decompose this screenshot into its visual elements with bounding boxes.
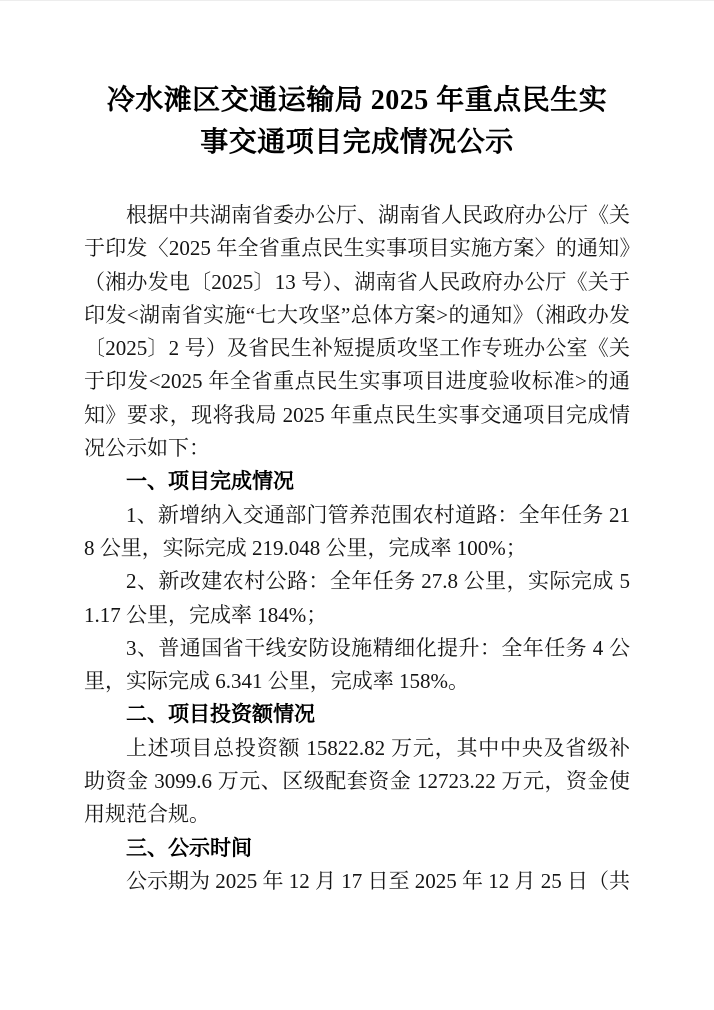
section-1-item-1: 1、新增纳入交通部门管养范围农村道路：全年任务 218 公里，实际完成 219.048 公里，完成率 100%； <box>84 502 630 560</box>
section-1-item-2: 2、新改建农村公路：全年任务 27.8 公里，实际完成 51.17 公里，完成率 184%； <box>84 569 630 627</box>
section-2-heading: 二、项目投资额情况 <box>126 702 315 727</box>
section-2-paragraph: 上述项目总投资额 15822.82 万元，其中中央及省级补助资金 3099.6 万元、区级配套资金 12723.22 万元，资金使用规范合规。 <box>84 735 630 827</box>
document-title: 冷水滩区交通运输局 2025 年重点民生实事交通项目完成情况公示 <box>106 85 608 158</box>
section-3-heading: 三、公示时间 <box>126 835 252 860</box>
section-1-item-3: 3、普通国省干线安防设施精细化提升：全年任务 4 公里，实际完成 6.341 公里，完成率 158%。 <box>84 635 630 694</box>
intro-paragraph: 根据中共湖南省委办公厅、湖南省人民政府办公厅《关于印发〈2025 年全省重点民生实事项目实施方案〉的通知》（湘办发电〔2025〕13 号）、湖南省人民政府办公厅《关于印发<湖南省实施“七大攻坚”总体方案>的通知》（湘政办发〔2025〕2 号）及省民生补短提质攻坚工作专班办公室《关于印发<2025 年全省重点民生实事项目进度验收标准>的通知》要求，现将我局 2025 年重点民生实事交通项目完成情况公示如下： <box>84 203 630 461</box>
document-content <box>0 1 714 898</box>
section-3-paragraph: 公示期为 2025 年 12 月 17 日至 2025 年 12 月 25 日（共 <box>126 868 630 893</box>
section-1-heading: 一、项目完成情况 <box>126 469 294 494</box>
